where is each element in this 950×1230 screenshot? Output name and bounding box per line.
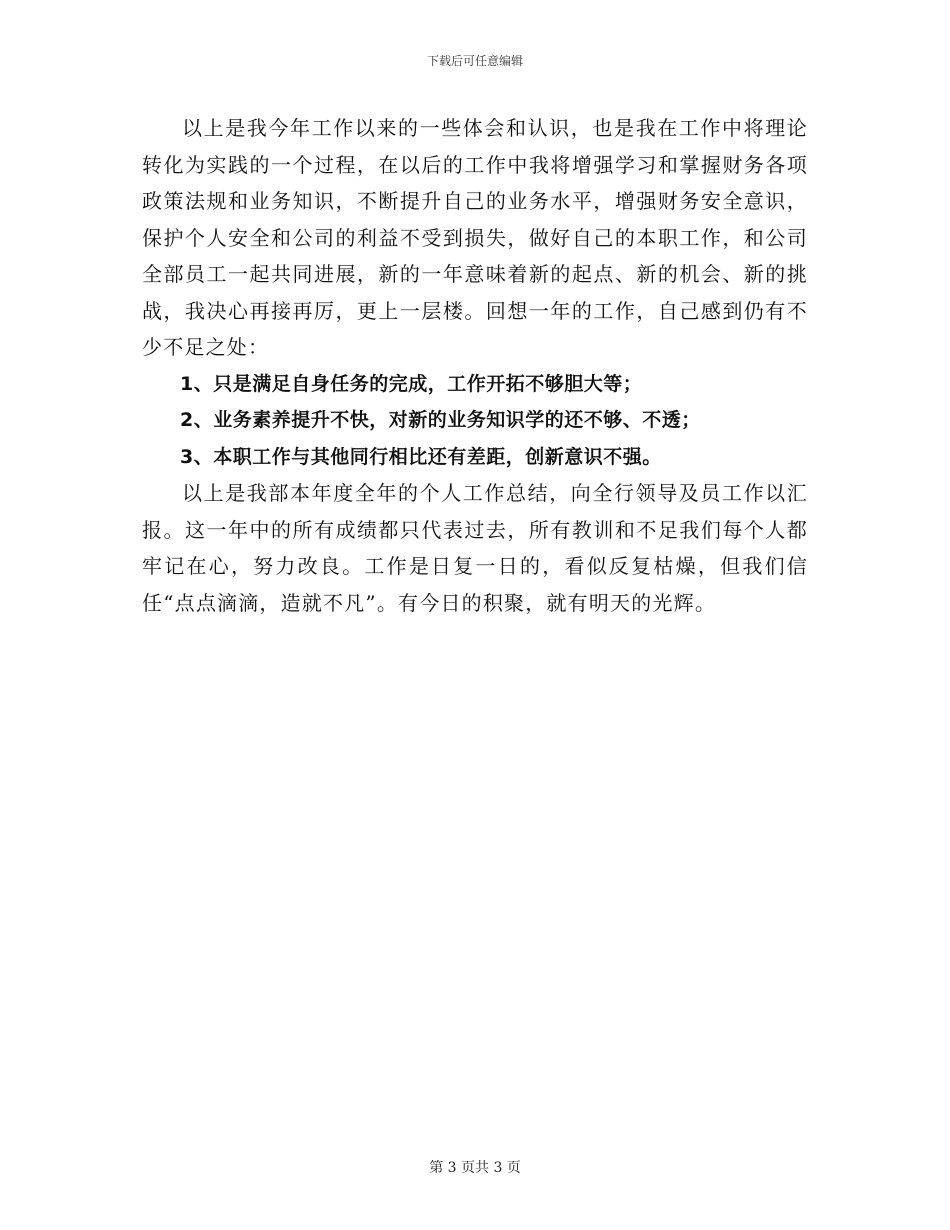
page-number: 第 3 页共 3 页 bbox=[429, 1160, 521, 1176]
page-header: 下载后可任意编辑 bbox=[426, 54, 523, 68]
shortcoming-item-2: 2、业务素养提升不快，对新的业务知识学的还不够、不透； bbox=[180, 409, 701, 431]
shortcoming-item-3: 3、本职工作与其他同行相比还有差距，创新意识不强。 bbox=[180, 445, 662, 468]
paragraph-reflection: 以上是我今年工作以来的一些体会和认识，也是我在工作中将理论转化为实践的一个过程，在以后的工作中我将增强学习和掌握财务各项政策法规和业务知识，不断提升自己的业务水平，增强财务安全意识，保护个人安全和公司的利益不受到损失，做好自己的本职工作，和公司全部员工一起共同进展，新的一年意味着新的起点、新的机会、新的挑战，我决心再接再厉，更上一层楼。回想一年的工作，自己感到仍有不少不足之处： bbox=[142, 116, 808, 359]
shortcoming-item-1: 1、只是满足自身任务的完成，工作开拓不够胆大等； bbox=[180, 372, 643, 395]
document-body bbox=[142, 110, 808, 621]
paragraph-conclusion: 以上是我部本年度全年的个人工作总结，向全行领导及员工作以汇报。这一年中的所有成绩都只代表过去，所有教训和不足我们每个人都牢记在心，努力改良。工作是日复一日的，看似反复枯燥，但我们信任“点点滴滴，造就不凡”。有今日的积聚，就有明天的光辉。 bbox=[142, 481, 808, 615]
